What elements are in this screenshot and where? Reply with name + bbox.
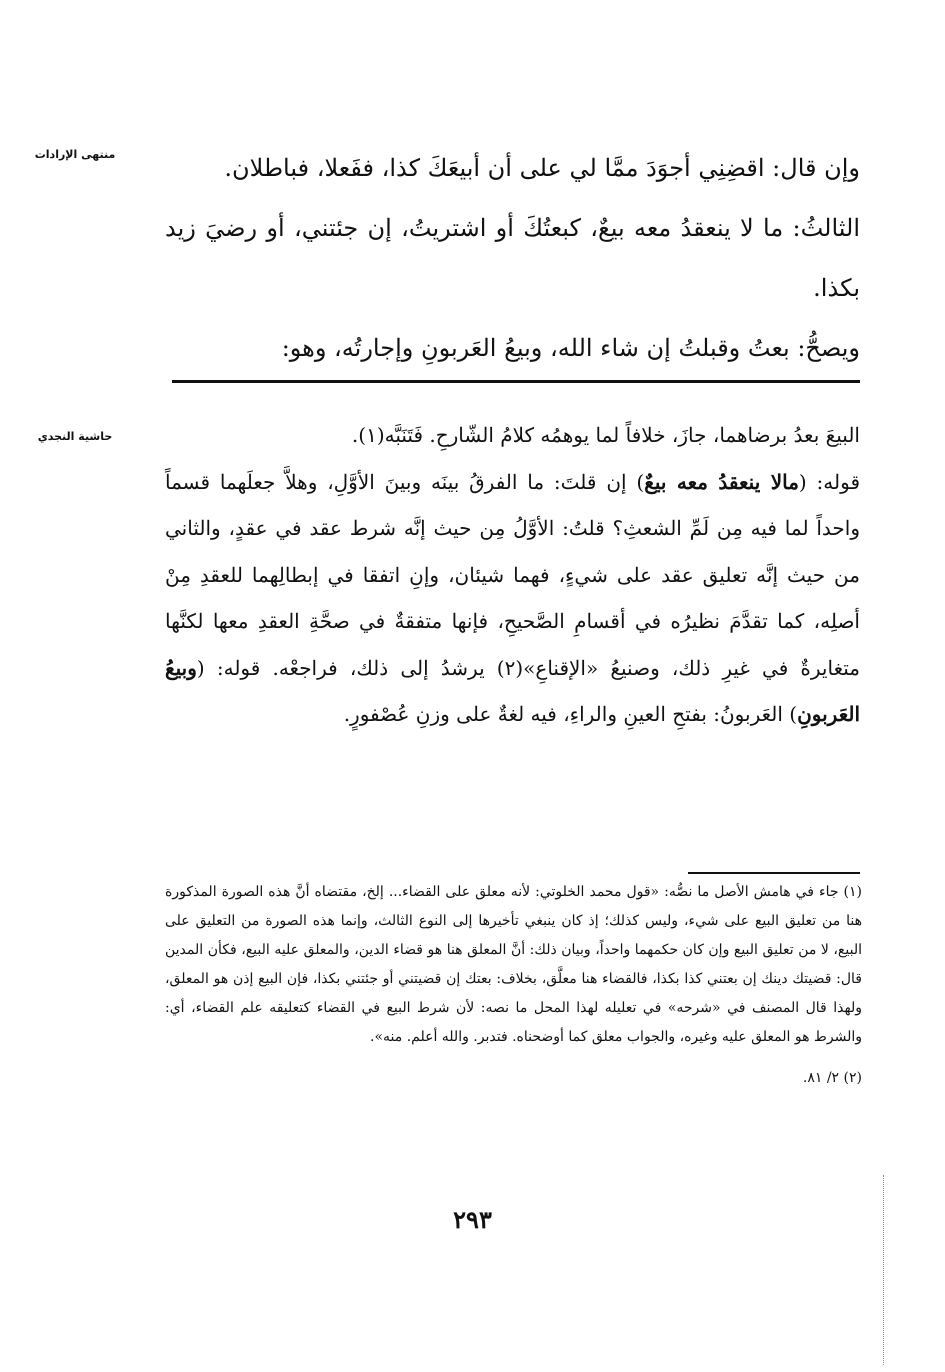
commentary-paragraph: البيعَ بعدُ برضاهما، جازَ، خلافاً لما يوهمُه كلامُ الشّارحِ. فَتَنَبَّه(١).	[351, 423, 860, 447]
commentary-ending: ) العَربونُ: بفتحِ العينِ والراءِ، فيه لغةٌ على وزنِ عُصْفورٍ.	[343, 702, 798, 726]
hashiya-source-label: حاشية النجدي	[37, 430, 113, 443]
quoted-phrase: مالا ينعقدُ معه بيعٌ	[644, 469, 799, 494]
matn-source-label: منتهى الإرادات	[34, 148, 116, 161]
commentary-prefix: قوله: (	[798, 469, 861, 494]
footnotes	[165, 878, 862, 1093]
commentary-paragraph	[165, 459, 860, 738]
main-text	[165, 138, 860, 378]
quoted-phrase: وبيعُ العَربونِ	[165, 655, 860, 726]
main-text-line: ويصحُّ: بعتُ وقبلتُ إن شاء الله، وبيعُ العَربونِ وإجارتُه، وهو:	[281, 334, 860, 362]
footnote-1: (١) جاء في هامش الأصل ما نصُّه: «قول محمد الخلوتي: لأنه معلق على القضاء... إلخ، مقتضاه أنَّ هذه الصورة المذكورة هنا من تعليق البيع على شيء، وليس كذلك؛ إذ كان ينبغي تأخيرها إلى النوع الثالث، وإنما هذه الصورة من التعليق على البيع، لا من تعليق البيع وإن كان حكمهما واحداً، وبيان ذلك: أنَّ المعلق هنا هو قضاء الدين، والمعلق عليه البيع، فكأن المدين قال: قضيتك دينك إن بعتني كذا بكذا، فالقضاء هنا معلَّق، بخلاف: بعتك إن قضيتني أو جئتني بكذا، فإن البيع إذن هو المعلق، ولهذا قال المصنف في «شرحه» في تعليله لهذا المحل ما نصه: لأن شرط البيع في القضاء كتعليقه علم القضاء، أي: والشرط هو المعلق عليه وغيره، والجواب معلق كما أوضحناه. فتدبر. والله أعلم. منه».	[165, 884, 862, 1045]
footnote-2: (٢) ٢/ ٨١.	[802, 1070, 862, 1086]
main-text-line: وإن قال: اقضِنِي أجوَدَ ممَّا لي على أن أبيعَكَ كذا، ففَعلا، فباطلان.	[224, 154, 860, 182]
footnote-separator-rule	[688, 872, 860, 874]
commentary-text	[165, 412, 860, 738]
scan-edge-line	[883, 1175, 886, 1365]
main-separator-rule	[172, 380, 860, 383]
main-text-line: الثالثُ: ما لا ينعقدُ معه بيعٌ، كبعتُكَ أو اشتريتُ، إن جئتني، أو رضيَ زيد بكذا.	[165, 214, 860, 302]
page-number: ٢٩٣	[453, 1205, 492, 1234]
commentary-body: ) إن قلتَ: ما الفرقُ بينَه وبينَ الأوَّلِ، وهلاَّ جعلَهما قسماً واحداً لما فيه مِن لَمِّ الشعثِ؟ قلتُ: الأوَّلُ مِن حيث إنَّه شرط عقد في عقدٍ، والثاني من حيث إنَّه تعليق عقد على شيءٍ، فهما شيئان، وإنِ اتفقا في إبطالِهما للعقدِ مِنْ أصلِه، كما تقدَّمَ نظيرُه في أقسامِ الصَّحيحِ، فإنها متفقةٌ في صحَّةِ العقدِ معها لكنَّها متغايرةٌ في غيرِ ذلك، وصنيعُ «الإقناعِ»(٢) يرشدُ إلى ذلك، فراجعْه. قوله: (	[165, 469, 860, 680]
